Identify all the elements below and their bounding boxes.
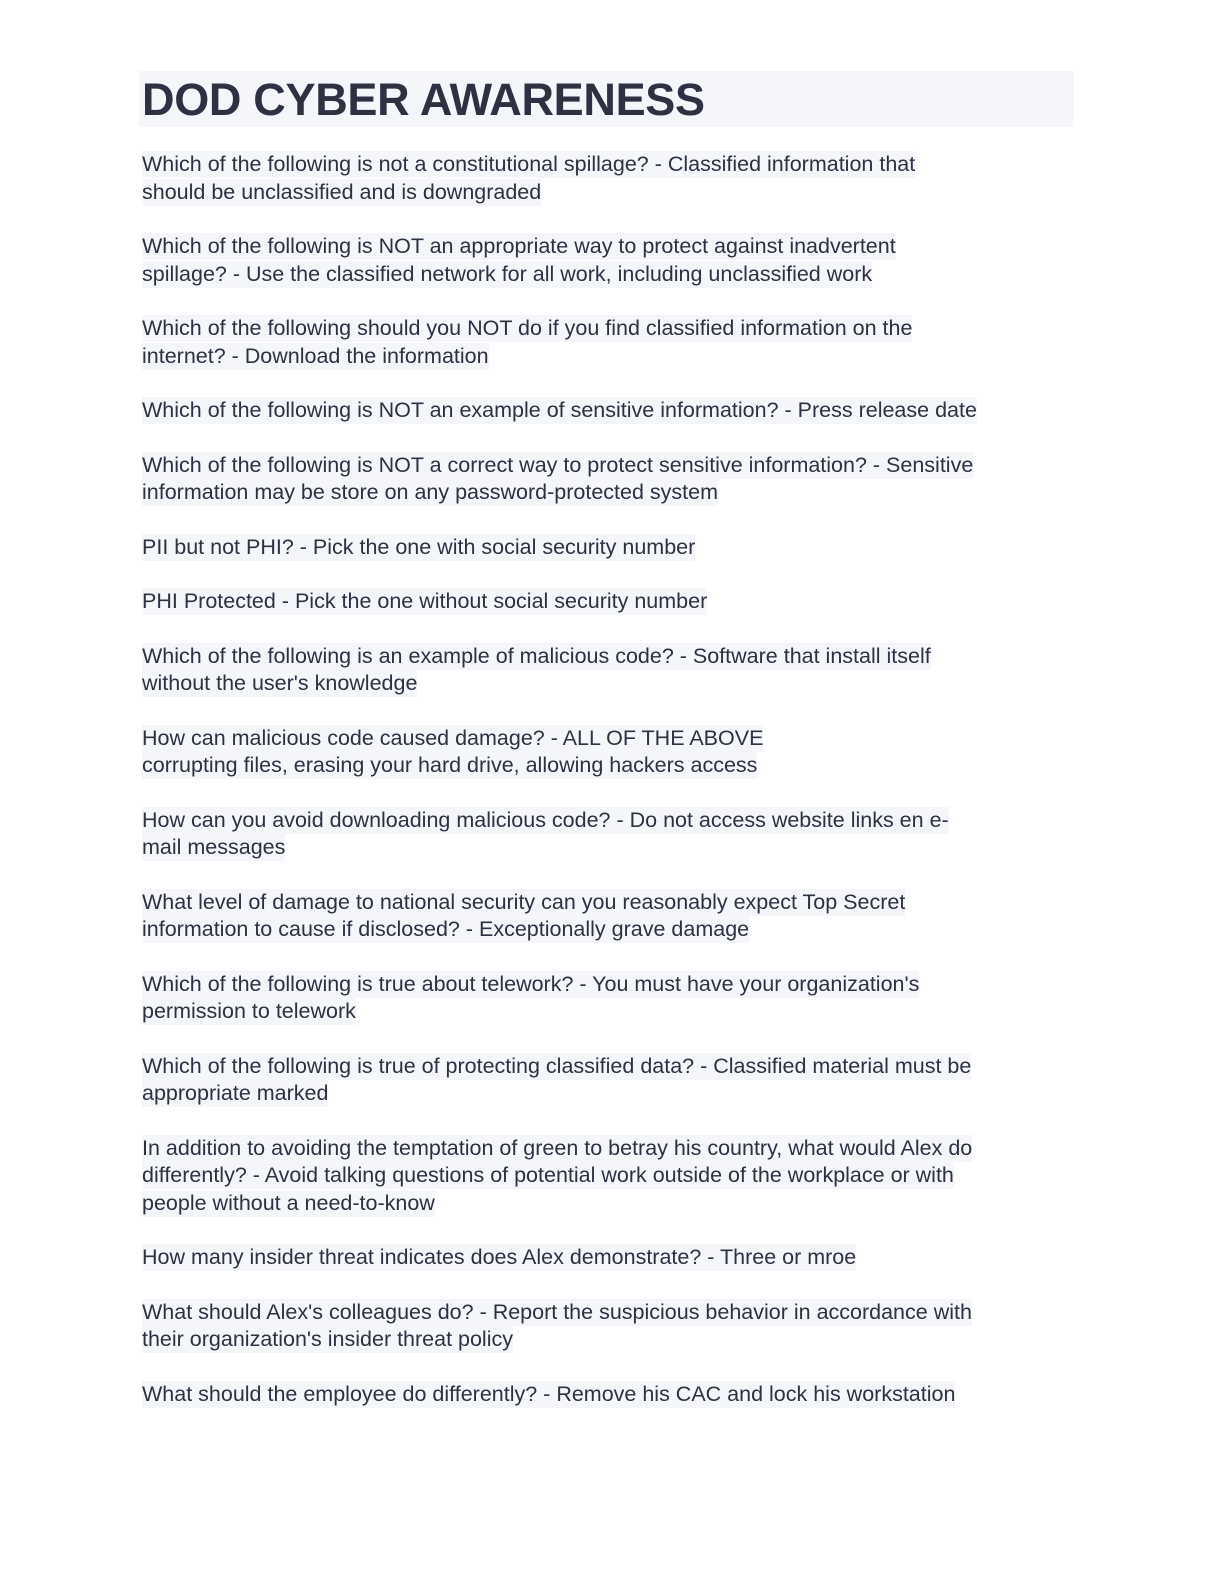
- qa-entry-line: [142, 889, 1074, 917]
- qa-entry-line: [142, 1162, 1074, 1190]
- qa-entry-line: [142, 343, 1074, 371]
- qa-entry: [142, 233, 1074, 288]
- qa-entry-text: spillage? - Use the classified network for all work, including unclassified work: [142, 261, 873, 286]
- qa-entry-line: [142, 1381, 1074, 1409]
- qa-entry: [142, 397, 1074, 425]
- qa-entry-text: Which of the following is an example of malicious code? - Software that install itself: [142, 643, 931, 668]
- qa-entry-text: How can malicious code caused damage? - ALL OF THE ABOVE: [142, 725, 764, 750]
- qa-entry-line: [142, 1244, 1074, 1272]
- qa-entry-line: [142, 261, 1074, 289]
- qa-entry-text: information may be store on any password-protected system: [142, 480, 718, 504]
- qa-entry: [142, 643, 1074, 698]
- qa-entry-text: What should Alex's colleagues do? - Report the suspicious behavior in accordance with: [142, 1299, 972, 1324]
- qa-entry-text: Which of the following is not a constitutional spillage? - Classified information that: [142, 152, 916, 176]
- qa-entry-line: [142, 725, 1074, 753]
- qa-entry-line: [142, 397, 1074, 425]
- qa-entry: [142, 1244, 1074, 1272]
- qa-entry-line: [142, 834, 1074, 862]
- qa-entry-text: What level of damage to national security can you reasonably expect Top Secret: [142, 889, 906, 914]
- qa-entry: [142, 534, 1074, 562]
- qa-entry-text: mail messages: [142, 835, 286, 859]
- qa-entry-line: [142, 807, 1074, 835]
- qa-entry-text: differently? - Avoid talking questions of potential work outside of the workplace or with: [142, 1163, 954, 1187]
- qa-entry: [142, 807, 1074, 862]
- qa-entry-text: In addition to avoiding the temptation of green to betray his country, what would Alex do: [142, 1135, 973, 1160]
- qa-entry-line: [142, 1326, 1074, 1354]
- qa-entry-text: Which of the following is true about telework? - You must have your organization's: [142, 971, 920, 996]
- qa-entry: [142, 971, 1074, 1026]
- qa-entry-text: PHI Protected - Pick the one without social security number: [142, 589, 708, 613]
- qa-entry-line: [142, 588, 1074, 616]
- qa-entry-line: [142, 233, 1074, 261]
- qa-entry-text: How can you avoid downloading malicious code? - Do not access website links en e-: [142, 807, 949, 832]
- qa-entry-line: [142, 1080, 1074, 1108]
- qa-entry-line: [142, 971, 1074, 999]
- qa-entry-text: corrupting files, erasing your hard drive, allowing hackers access: [142, 753, 758, 777]
- qa-entry: [142, 1053, 1074, 1108]
- qa-entry-line: [142, 452, 1074, 480]
- qa-entry-line: [142, 1053, 1074, 1081]
- qa-entry: [142, 452, 1074, 507]
- qa-entry-line: [142, 315, 1074, 343]
- qa-entry-text: internet? - Download the information: [142, 343, 489, 368]
- qa-entry-line: [142, 534, 1074, 562]
- qa-entry-line: [142, 151, 1074, 179]
- qa-entry: [142, 1299, 1074, 1354]
- qa-entry-line: [142, 916, 1074, 944]
- qa-entry-line: [142, 179, 1074, 207]
- qa-entry: [142, 725, 1074, 780]
- qa-entry-line: [142, 643, 1074, 671]
- qa-entry: [142, 1381, 1074, 1409]
- qa-entry-text: Which of the following is NOT an example of sensitive information? - Press release date: [142, 398, 977, 422]
- qa-entry-line: [142, 670, 1074, 698]
- qa-entry-line: [142, 998, 1074, 1026]
- qa-entry-text: information to cause if disclosed? - Exceptionally grave damage: [142, 917, 750, 941]
- qa-entry-line: [142, 479, 1074, 507]
- qa-entry-text: Which of the following is true of protecting classified data? - Classified material must be: [142, 1053, 972, 1078]
- qa-entry: [142, 151, 1074, 206]
- qa-entry-text: appropriate marked: [142, 1081, 329, 1105]
- qa-entry-line: [142, 1135, 1074, 1163]
- qa-entry-text: What should the employee do differently? - Remove his CAC and lock his workstation: [142, 1381, 956, 1406]
- document-page: [142, 71, 1074, 1435]
- qa-entry: [142, 1135, 1074, 1218]
- qa-entry-text: PII but not PHI? - Pick the one with social security number: [142, 534, 696, 559]
- qa-entry-text: How many insider threat indicates does Alex demonstrate? - Three or mroe: [142, 1245, 857, 1269]
- qa-entry-text: permission to telework: [142, 999, 356, 1023]
- qa-entry-text: people without a need-to-know: [142, 1190, 435, 1215]
- qa-list: [142, 151, 1074, 1408]
- document-title: DOD CYBER AWARENESS: [142, 74, 705, 125]
- qa-entry-line: [142, 752, 1074, 780]
- qa-entry-text: without the user's knowledge: [142, 671, 418, 695]
- qa-entry-line: [142, 1190, 1074, 1218]
- qa-entry: [142, 588, 1074, 616]
- qa-entry: [142, 889, 1074, 944]
- qa-entry-text: Which of the following is NOT an appropriate way to protect against inadvertent: [142, 234, 896, 258]
- title-band: [139, 71, 1074, 127]
- qa-entry-text: should be unclassified and is downgraded: [142, 179, 542, 204]
- qa-entry-line: [142, 1299, 1074, 1327]
- qa-entry: [142, 315, 1074, 370]
- qa-entry-text: Which of the following should you NOT do if you find classified information on the: [142, 316, 913, 340]
- qa-entry-text: Which of the following is NOT a correct way to protect sensitive information? - Sensitive: [142, 452, 974, 477]
- qa-entry-text: their organization's insider threat policy: [142, 1327, 513, 1351]
